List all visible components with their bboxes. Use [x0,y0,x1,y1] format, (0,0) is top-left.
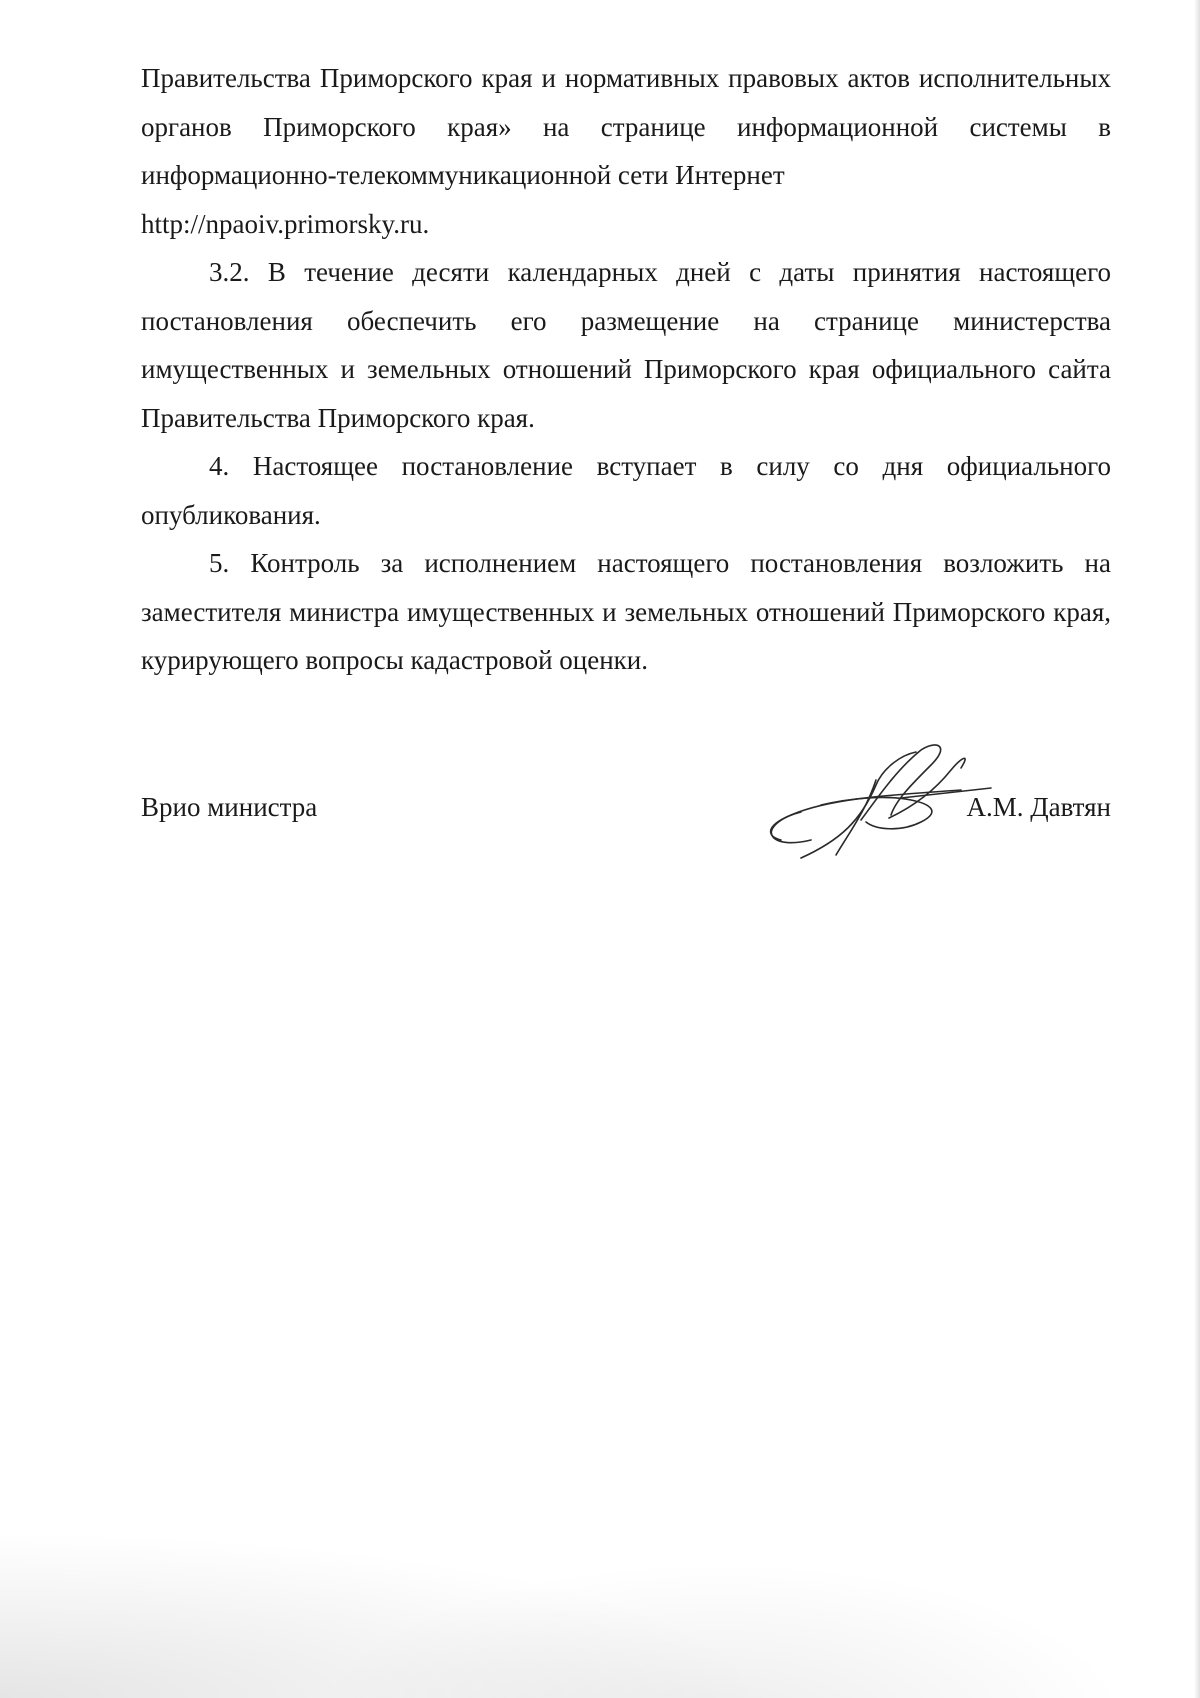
signature-block [141,780,1111,860]
paragraph-5: 5. Контроль за исполнением настоящего постановления возложить на заместителя министра имущественных и земельных отношений Приморского края, курирующего вопросы кадастровой оценки. [141,548,1111,675]
paragraph-3-2: 3.2. В течение десяти календарных дней с даты принятия настоящего постановления обеспечить его размещение на странице министерства имущественных и земельных отношений Приморского края официального сайта Правительства Приморского края. [141,257,1111,433]
paragraph-continuation-text: Правительства Приморского края и нормативных правовых актов исполнительных органов Приморского края» на странице информационной системы в информационно-телекоммуникационной сети Интернет [141,63,1111,190]
scan-shadow [0,1438,1200,1698]
paragraph-4: 4. Настоящее постановление вступает в силу со дня официального опубликования. [141,451,1111,530]
scan-edge [1194,0,1200,1698]
body-text [141,54,1111,685]
url-text: http://npaoiv.primorsky.ru. [141,208,430,239]
paragraph-continuation-url [141,200,1111,249]
signer-name: А.М. Давтян [966,792,1111,822]
signer-title: Врио министра [141,792,318,822]
paragraph-continuation [141,54,1111,200]
